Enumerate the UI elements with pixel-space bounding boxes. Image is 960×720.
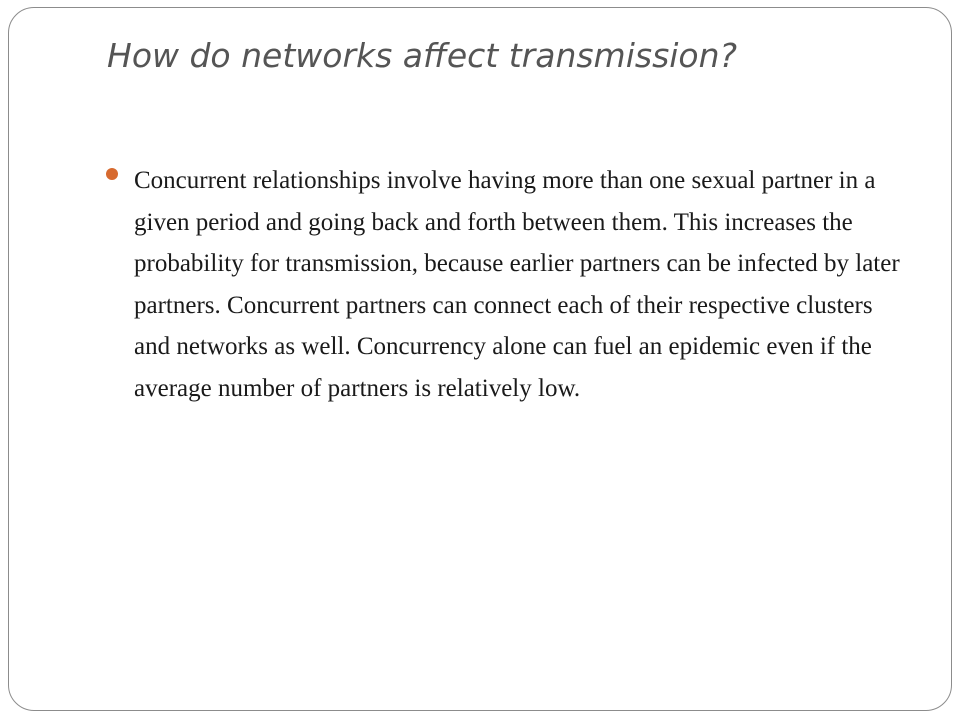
bullet-text: Concurrent relationships involve having more than one sexual partner in a given period and going back and forth between them. This increases the probability for transmission, because earlier partners can be infected by later partners. Concurrent partners can connect each of their respective clusters and networks as well. Concurrency alone can fuel an epidemic even if the average number of partners is relatively low. bbox=[134, 167, 900, 402]
slide-body bbox=[104, 160, 914, 409]
slide-title: How do networks affect transmission? bbox=[107, 36, 738, 75]
bullet-dot-icon bbox=[106, 168, 118, 180]
bullet-item bbox=[104, 160, 914, 409]
